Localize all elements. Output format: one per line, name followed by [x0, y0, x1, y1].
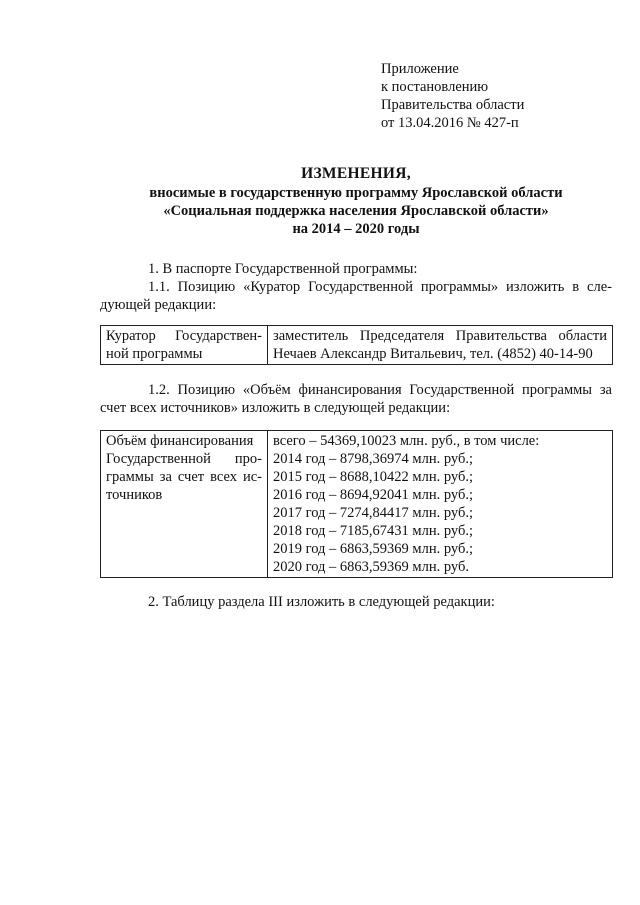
- section2-paragraph: 2. Таблицу раздела III изложить в следующей редакции:: [148, 594, 495, 610]
- title-subline: вносимые в государственную программу Ярославской области: [149, 185, 563, 201]
- appendix-line: от 13.04.2016 № 427-п: [381, 115, 519, 131]
- funding-year-line: 2019 год – 6863,59369 млн. руб.;: [273, 541, 473, 557]
- appendix-block: [381, 60, 524, 132]
- table-cell-label: [101, 431, 268, 578]
- section1-heading: 1. В паспорте Государственной программы:: [148, 261, 418, 277]
- funding-total: всего – 54369,10023 млн. руб., в том числе:: [273, 433, 540, 449]
- table-cell-label: [101, 326, 268, 365]
- funding-year-line: 2018 год – 7185,67431 млн. руб.;: [273, 523, 473, 539]
- appendix-line: к постановлению: [381, 79, 489, 95]
- cell-line: Нечаев Александр Витальевич, тел. (4852) 40-14-90: [273, 346, 593, 362]
- item1-paragraph: 1.1. Позицию «Куратор Государственной программы» изложить в сле-дующей редакции:: [100, 279, 612, 313]
- curator-table: [100, 325, 613, 365]
- funding-table: [100, 430, 613, 578]
- cell-line: заместитель Председателя Правительства области: [273, 328, 607, 344]
- title-subline: на 2014 – 2020 годы: [292, 221, 420, 237]
- cell-line: Объём финансирования: [106, 433, 254, 449]
- cell-line: Государственной про-: [106, 451, 262, 467]
- document-title: [100, 165, 612, 238]
- item2-paragraph: 1.2. Позицию «Объём финансирования Государственной программы за счет всех источников» изложить в следующей редакции:: [100, 382, 612, 416]
- cell-line: Куратор Государствен-: [106, 328, 262, 344]
- cell-line: граммы за счет всех ис-: [106, 469, 262, 485]
- title-subline: «Социальная поддержка населения Ярославской области»: [163, 203, 549, 219]
- appendix-line: Приложение: [381, 61, 459, 77]
- table-cell-value: [268, 326, 613, 365]
- table-row: [101, 431, 613, 578]
- cell-line: ной программы: [106, 346, 203, 362]
- table-cell-value: [268, 431, 613, 578]
- funding-year-line: 2017 год – 7274,84417 млн. руб.;: [273, 505, 473, 521]
- funding-year-line: 2016 год – 8694,92041 млн. руб.;: [273, 487, 473, 503]
- appendix-line: Правительства области: [381, 97, 525, 113]
- cell-line: точников: [106, 487, 163, 503]
- funding-year-line: 2014 год – 8798,36974 млн. руб.;: [273, 451, 473, 467]
- title-heading: ИЗМЕНЕНИЯ,: [301, 165, 411, 182]
- funding-year-line: 2015 год – 8688,10422 млн. руб.;: [273, 469, 473, 485]
- funding-year-line: 2020 год – 6863,59369 млн. руб.: [273, 559, 469, 575]
- table-row: [101, 326, 613, 365]
